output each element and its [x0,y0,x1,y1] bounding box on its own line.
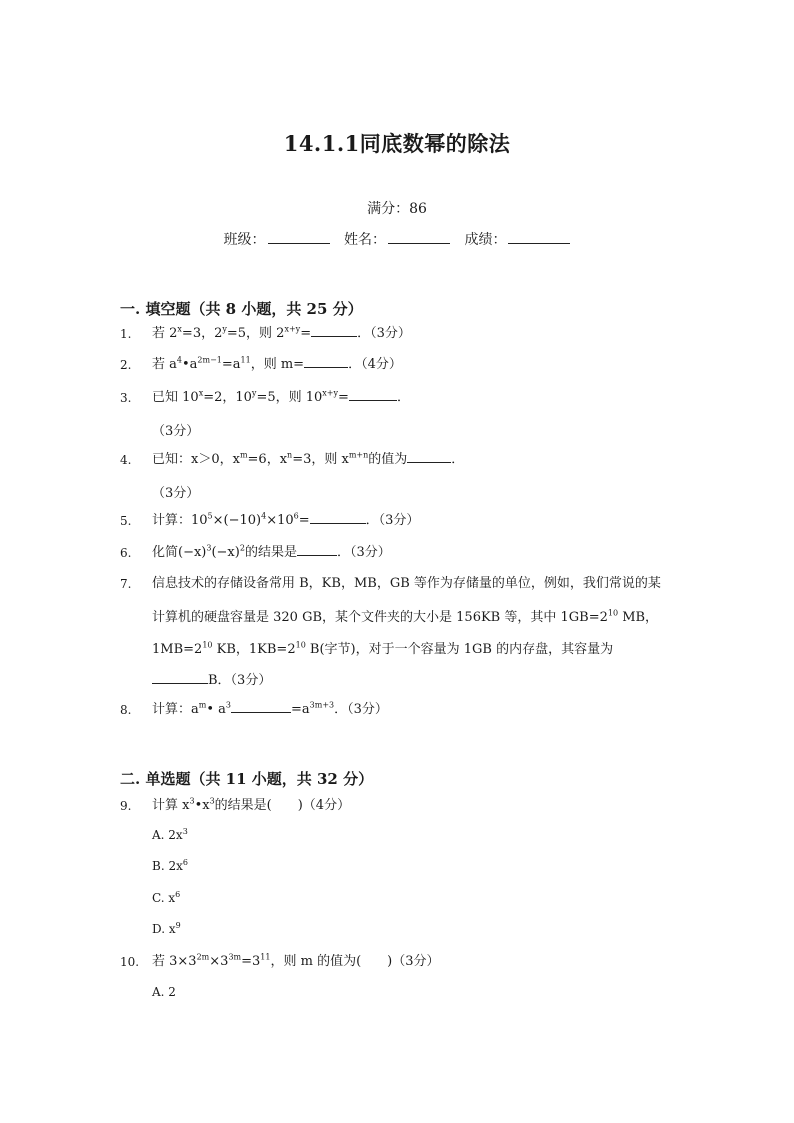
question-7-line-3: $1MB=2^{10}$ KB，$1KB=2^{10}$ B(字节)，对于一个容量为 1GB 的内存盘，其容量为 [152,640,614,657]
option-b[interactable]: B. $2x^6$ [152,858,188,873]
answer-blank[interactable] [231,701,291,713]
question-number: 6. [120,546,132,560]
question-text: 若 $a^4•a^{2m-1}=a^{11}$，则 m= ．（4分） [152,355,402,372]
question-text: 计算：$10^5\times(-10)^4\times 10^6=$ ．（3分） [152,511,420,528]
question-number: 2. [120,358,132,372]
question-7-line-4: B．（3分） [152,669,271,688]
question-number: 7. [120,577,132,591]
answer-blank[interactable] [152,672,208,684]
question-text: 若 $3\times 3^{2m}\times 3^{3m}=3^{11}$，则 m 的值为( )（3分） [152,952,440,969]
question-number: 1. [120,327,132,341]
page-title: 14.1.1同底数幂的除法 [283,131,511,156]
student-info-line [0,229,794,249]
answer-blank[interactable] [310,512,366,524]
question-4-points: （3分） [152,486,200,501]
answer-blank[interactable] [311,325,357,337]
grade-blank[interactable] [508,231,570,244]
option-a[interactable]: A. 2 [152,985,176,999]
question-text: 化简$(-x)^3(-x)^2$的结果是 ．（3分） [152,543,391,560]
question-number: 10. [120,955,140,969]
question-number: 4. [120,453,132,467]
answer-blank[interactable] [407,451,451,463]
answer-blank[interactable] [304,356,348,368]
question-text: 计算 $x^3•x^3$的结果是( )（4分） [152,796,351,813]
answer-blank[interactable] [349,389,397,401]
question-text: 计算：$a^m•$ $a^3 =a^{3m+3}$．（3分） [152,700,388,717]
name-label: 姓名： [344,232,386,248]
section-fill-in-blank: 一. 填空题（共 8 小题，共 25 分） [120,300,363,318]
question-number: 8. [120,703,132,717]
total-score: 满分：86 [367,201,427,217]
question-3-points: （3分） [152,424,200,439]
question-text: 已知：x＞0，$x^m=6$，$x^n=3$，则 $x^{m+n}$的值为 ． [152,450,465,467]
option-a[interactable]: A. $2x^3$ [152,827,188,842]
grade-label: 成绩： [464,232,507,248]
class-blank[interactable] [268,231,330,244]
question-7-line-2: 计算机的硬盘容量是 320 GB，某个文件夹的大小是 156KB 等，其中 $1GB=2^{10}$ MB， [152,608,659,625]
question-text: 已知 $10^x=2$，$10^y=5$，则 $10^{x+y}=$ ． [152,388,410,405]
question-number: 5. [120,514,132,528]
question-text: 若 $2^x=3$，$2^y=5$，则 $2^{x+y}=$ ．（3分） [152,324,411,341]
name-blank[interactable] [388,231,450,244]
answer-blank[interactable] [297,544,337,556]
section-single-choice: 二. 单选题（共 11 小题，共 32 分） [120,770,374,788]
question-number: 3. [120,391,132,405]
option-c[interactable]: C. $x^6$ [152,890,181,905]
question-number: 9. [120,799,132,813]
option-d[interactable]: D. $x^9$ [152,921,181,936]
question-text: 信息技术的存储设备常用 B，KB，MB，GB 等作为存储量的单位，例如，我们常说的某 [152,576,661,591]
class-label: 班级： [223,232,266,248]
